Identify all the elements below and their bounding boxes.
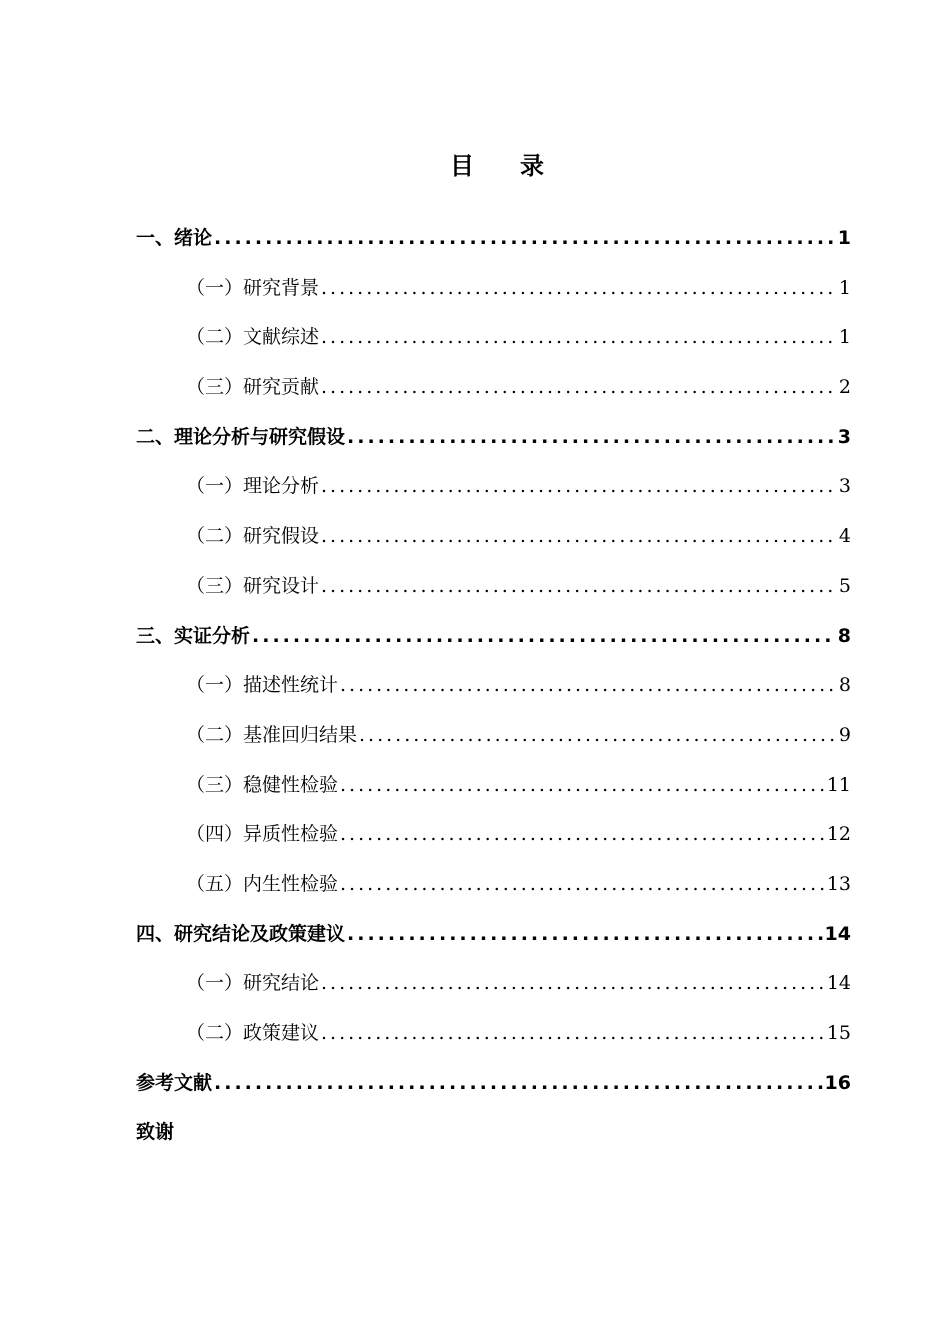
toc-entry-page: 8 [838,674,851,697]
toc-entry[interactable] [136,1065,851,1115]
toc-entry-page: 2 [838,376,851,399]
toc-entry[interactable] [136,369,851,419]
toc-entry[interactable] [136,518,851,568]
toc-leader-dots [321,369,837,405]
toc-entry-label: （一）理论分析 [186,475,320,498]
toc-entry[interactable] [136,1015,851,1065]
toc-entry[interactable] [136,220,851,270]
toc-entry[interactable] [136,916,851,966]
toc-leader-dots [214,1065,823,1101]
toc-entry-page: 16 [824,1071,851,1094]
toc-entry-page: 12 [826,823,851,846]
toc-entry-label: 一、绪论 [136,227,213,249]
toc-entry[interactable] [136,1114,851,1164]
toc-entry-label: 致谢 [136,1121,175,1144]
toc-entry-label: （一）研究背景 [186,276,320,299]
toc-entry-label: （五）内生性检验 [186,872,339,895]
toc-entry-label: （一）研究结论 [186,972,320,995]
toc-leader-dots [359,717,837,753]
toc-entry-label: 参考文献 [136,1071,213,1094]
toc-entry-label: （二）文献综述 [186,326,320,349]
toc-leader-dots [214,220,836,256]
toc-entry-page: 14 [826,972,851,995]
toc-leader-dots [252,618,836,654]
toc-entry-page: 5 [838,574,851,597]
toc-entry[interactable] [136,816,851,866]
toc-leader-dots [321,468,837,504]
page-title: 目录 [450,152,590,180]
toc-entry-label: 三、实证分析 [136,624,251,647]
toc-leader-dots [340,767,825,803]
toc-entry-label: （二）研究假设 [186,525,320,548]
toc-entry-label: （三）研究设计 [186,574,320,597]
toc-entry[interactable] [136,468,851,518]
toc-leader-dots [321,568,837,604]
toc-entry-label: （二）政策建议 [186,1022,320,1044]
toc-entry[interactable] [136,419,851,469]
toc-entry-page: 13 [826,872,851,895]
toc-leader-dots [321,270,837,306]
toc-entry-label: 二、理论分析与研究假设 [136,425,346,448]
toc-entry-page: 1 [838,326,851,349]
toc-leader-dots [347,916,823,952]
toc-entry[interactable] [136,667,851,717]
toc-entry-page: 4 [838,525,851,548]
toc-entry-page: 3 [838,475,851,498]
toc-entry-page: 15 [826,1022,851,1044]
toc-entry-label: （四）异质性检验 [186,823,339,846]
toc-entry-label: 四、研究结论及政策建议 [136,922,346,945]
toc-entry[interactable] [136,866,851,916]
toc-entry-page: 3 [837,425,851,448]
toc-entry[interactable] [136,717,851,767]
toc-leader-dots [321,965,825,1001]
toc-entry-page: 8 [837,624,851,647]
toc-entry-page: 1 [838,276,851,299]
table-of-contents [136,220,851,1164]
toc-entry[interactable] [136,319,851,369]
toc-entry-page: 11 [826,773,851,796]
toc-entry[interactable] [136,965,851,1015]
toc-entry-label: （三）研究贡献 [186,376,320,399]
toc-entry-label: （二）基准回归结果 [186,723,358,746]
toc-entry-page: 9 [838,723,851,746]
toc-leader-dots [347,419,836,455]
toc-entry-label: （一）描述性统计 [186,674,339,697]
toc-leader-dots [340,816,825,852]
toc-entry[interactable] [136,767,851,817]
toc-leader-dots [321,518,837,554]
toc-entry-label: （三）稳健性检验 [186,773,339,796]
toc-leader-dots [321,1015,825,1051]
toc-entry[interactable] [136,270,851,320]
toc-leader-dots [340,667,837,703]
toc-entry-page: 14 [824,922,851,945]
toc-entry-page: 1 [837,227,851,249]
toc-entry[interactable] [136,618,851,668]
toc-leader-dots [321,319,837,355]
toc-leader-dots [340,866,825,902]
toc-entry[interactable] [136,568,851,618]
